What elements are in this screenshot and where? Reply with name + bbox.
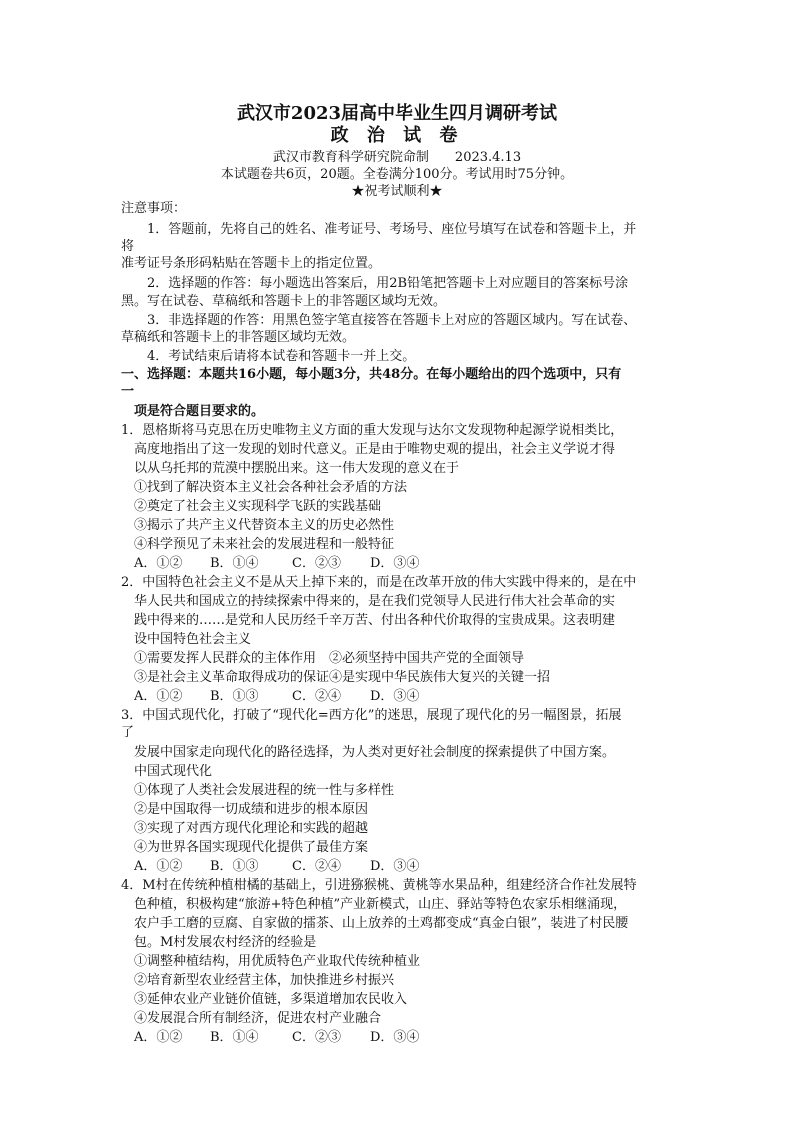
exam-summary: 本试题卷共6页，20题。全卷满分100分。考试用时75分钟。 bbox=[220, 167, 574, 182]
q4-stem-line-1: 4．M村在传统种植柑橘的基础上，引进猕猴桃、黄桃等水果品种，组建经济合作社发展特 bbox=[121, 878, 637, 893]
q2-stem-line-3: 践中得来的……是党和人民历经千辛万苦、付出各种代价取得的宝贵成果。这表明建 bbox=[134, 613, 616, 628]
q2-options-1-2: ①需要发挥人民群众的主体作用 ②必须坚持中国共产党的全面领导 bbox=[134, 651, 525, 666]
q2-choice-c: C．②④ bbox=[292, 689, 341, 704]
q2-stem-line-1: 2．中国特色社会主义不是从天上掉下来的，而是在改革开放的伟大实践中得来的，是在中 bbox=[121, 575, 637, 590]
subject-title: 政 治 试 卷 bbox=[330, 125, 464, 146]
q3-choice-c: C．②④ bbox=[292, 859, 341, 874]
q1-choice-a: A．①② bbox=[134, 556, 183, 571]
q3-option-2: ②是中国取得一切成绩和进步的根本原因 bbox=[134, 802, 369, 817]
q4-choice-d: D．③④ bbox=[370, 1030, 420, 1045]
q2-choice-d: D．③④ bbox=[370, 689, 420, 704]
note-1-line-2: 将 bbox=[121, 239, 135, 254]
note-1-line-3: 准考证号条形码粘贴在答题卡上的指定位置。 bbox=[121, 256, 382, 271]
good-luck-wish: ★祝考试顺利★ bbox=[351, 184, 443, 199]
q2-stem-line-2: 华人民共和国成立的持续探索中得来的，是在我们党领导人民进行伟大社会革命的实 bbox=[134, 594, 616, 609]
section-1-heading-line-2: 一 bbox=[121, 384, 135, 399]
q4-choice-a: A．①② bbox=[134, 1030, 183, 1045]
notes-heading: 注意事项： bbox=[121, 201, 187, 216]
note-3-line-1: 3．非选择题的作答：用黑色签字笔直接答在答题卡上对应的答题区域内。写在试卷、 bbox=[147, 313, 637, 328]
q2-options-3-4: ③是社会主义革命取得成功的保证④是实现中华民族伟大复兴的关键一招 bbox=[134, 670, 551, 685]
q4-choices bbox=[134, 1030, 419, 1046]
q1-option-3: ③揭示了共产主义代替资本主义的历史必然性 bbox=[134, 518, 395, 533]
q1-option-1: ①找到了解决资本主义社会各种社会矛盾的方法 bbox=[134, 480, 408, 495]
section-1-heading-line-3: 项是符合题目要求的。 bbox=[134, 404, 265, 419]
q4-option-3: ③延伸农业产业链价值链，多渠道增加农民收入 bbox=[134, 992, 408, 1007]
q4-stem-line-2: 色种植，积极构建“旅游+特色种植”产业新模式，山庄、驿站等特色农家乐相继涌现， bbox=[134, 897, 627, 912]
q1-choice-b: B．①④ bbox=[210, 556, 259, 571]
section-1-heading-line-1: 一、选择题：本题共16小题，每小题3分，共48分。在每小题给出的四个选项中，只有 bbox=[121, 367, 622, 382]
q4-stem-line-4: 包。M村发展农村经济的经验是 bbox=[134, 935, 317, 950]
q1-stem-line-3: 以从乌托邦的荒漠中摆脱出来。这一伟大发现的意义在于 bbox=[134, 461, 460, 476]
exam-title: 武汉市2023届高中毕业生四月调研考试 bbox=[236, 103, 558, 124]
q1-choices bbox=[134, 556, 419, 572]
note-2-line-1: 2．选择题的作答：每小题选出答案后，用2B铅笔把答题卡上对应题目的答案标号涂 bbox=[147, 276, 629, 291]
q3-stem-line-3: 发展中国家走向现代化的路径选择，为人类对更好社会制度的探索提供了中国方案。 bbox=[134, 745, 616, 760]
q1-option-4: ④科学预见了未来社会的发展进程和一般特征 bbox=[134, 537, 395, 552]
note-3-line-2: 草稿纸和答题卡上的非答题区域均无效。 bbox=[121, 330, 356, 345]
q4-option-2: ②培育新型农业经营主体，加快推进乡村振兴 bbox=[134, 973, 395, 988]
q4-choice-b: B．①④ bbox=[210, 1030, 259, 1045]
note-1-line-1: 1．答题前，先将自己的姓名、准考证号、考场号、座位号填写在试卷和答题卡上，并 bbox=[147, 222, 637, 237]
q4-choice-c: C．②③ bbox=[292, 1030, 341, 1045]
issuer: 武汉市教育科学研究院命制 bbox=[272, 150, 429, 165]
q2-choice-b: B．①③ bbox=[210, 689, 259, 704]
q4-option-4: ④发展混合所有制经济，促进农村产业融合 bbox=[134, 1011, 382, 1026]
note-4: 4．考试结束后请将本试卷和答题卡一并上交。 bbox=[147, 349, 416, 364]
q3-choices bbox=[134, 859, 419, 875]
q3-stem-line-4: 中国式现代化 bbox=[134, 764, 213, 779]
q1-choice-c: C．②③ bbox=[292, 556, 341, 571]
exam-date: 2023.4.13 bbox=[454, 150, 522, 165]
q3-option-1: ①体现了人类社会发展进程的统一性与多样性 bbox=[134, 783, 395, 798]
q1-option-2: ②奠定了社会主义实现科学飞跃的实践基础 bbox=[134, 499, 382, 514]
q3-choice-d: D．③④ bbox=[370, 859, 420, 874]
q3-stem-line-1: 3．中国式现代化，打破了“现代化=西方化”的迷思，展现了现代化的另一幅图景，拓展 bbox=[121, 708, 622, 723]
q4-option-1: ①调整种植结构，用优质特色产业取代传统种植业 bbox=[134, 954, 421, 969]
q2-choice-a: A．①② bbox=[134, 689, 183, 704]
q2-choices bbox=[134, 689, 419, 705]
q3-option-3: ③实现了对西方现代化理论和实践的超越 bbox=[134, 821, 369, 836]
q3-choice-b: B．①③ bbox=[210, 859, 259, 874]
q3-stem-line-2: 了 bbox=[121, 725, 135, 740]
q1-stem-line-1: 1．恩格斯将马克思在历史唯物主义方面的重大发现与达尔文发现物种起源学说相类比， bbox=[121, 423, 624, 438]
q3-choice-a: A．①② bbox=[134, 859, 183, 874]
q2-stem-line-4: 设中国特色社会主义 bbox=[134, 632, 252, 647]
q1-choice-d: D．③④ bbox=[370, 556, 420, 571]
q3-option-4: ④为世界各国实现现代化提供了最佳方案 bbox=[134, 840, 369, 855]
note-2-line-2: 黑。写在试卷、草稿纸和答题卡上的非答题区域均无效。 bbox=[121, 294, 447, 309]
issuer-line bbox=[0, 150, 794, 166]
q4-stem-line-3: 农户手工磨的豆腐、自家做的擂茶、山上放养的土鸡都变成“真金白银”，装进了村民腰 bbox=[134, 916, 629, 931]
q1-stem-line-2: 高度地指出了这一发现的划时代意义。正是由于唯物史观的提出，社会主义学说才得 bbox=[134, 442, 616, 457]
